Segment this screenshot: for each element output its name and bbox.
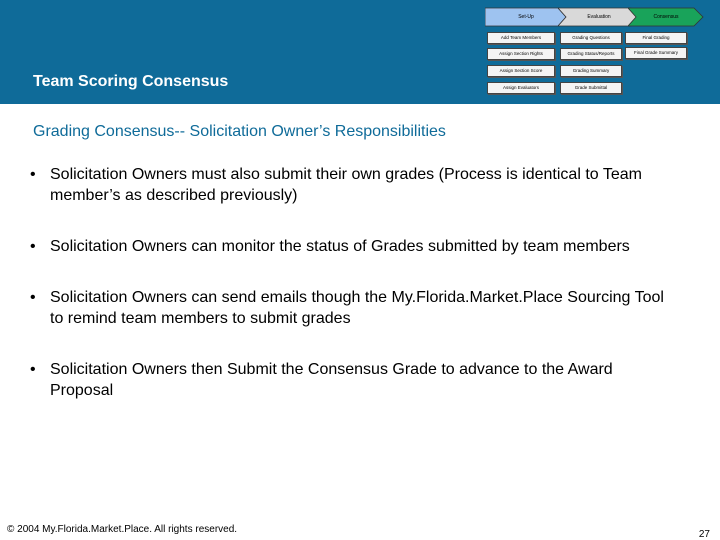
slide-subtitle: Grading Consensus-- Solicitation Owner’s Responsibilities: [33, 123, 446, 140]
step-assign-evaluators: Assign Evaluators: [487, 82, 555, 94]
slide-title: Team Scoring Consensus: [33, 73, 229, 90]
step-final-grading: Final Grading: [625, 32, 687, 44]
bullet-dot-icon: •: [30, 361, 36, 378]
bullet-item: [30, 359, 680, 401]
bullet-text: Solicitation Owners must also submit their own grades (Process is identical to Team member’s as described previously): [50, 166, 642, 204]
step-assign-section-rights: Assign Section Rights: [487, 48, 555, 60]
step-grading-questions: Grading Questions: [560, 32, 622, 44]
stage-setup-label: Set-Up: [518, 14, 534, 20]
bullet-list: [30, 164, 680, 401]
bullet-dot-icon: •: [30, 289, 36, 306]
header-band: [0, 0, 720, 104]
page-number: 27: [698, 529, 710, 540]
bullet-item: [30, 287, 680, 329]
copyright-footer: © 2004 My.Florida.Market.Place. All rights reserved.: [7, 524, 238, 535]
step-grading-summary: Grading Summary: [560, 65, 622, 77]
bullet-text: Solicitation Owners then Submit the Consensus Grade to advance to the Award Proposal: [50, 361, 613, 399]
step-grading-status-reports: Grading Status/Reports: [560, 48, 622, 60]
stage-consensus: [628, 7, 704, 27]
bullet-dot-icon: •: [30, 166, 36, 183]
bullet-text: Solicitation Owners can monitor the status of Grades submitted by team members: [50, 238, 630, 255]
bullet-item: [30, 236, 680, 257]
stage-consensus-label: Consensus: [653, 14, 679, 20]
step-assign-section-score: Assign Section Score: [487, 65, 555, 77]
bullet-text: Solicitation Owners can send emails though the My.Florida.Market.Place Sourcing Tool to remind team members to submit grades: [50, 289, 664, 327]
stage-evaluation-label: Evaluation: [587, 14, 611, 20]
stage-setup: [485, 7, 567, 27]
step-grade-submittal: Grade Submittal: [560, 82, 622, 94]
step-final-grade-summary: Final Grade Summary: [625, 47, 687, 59]
bullet-item: [30, 164, 680, 206]
step-add-team-members: Add Team Members: [487, 32, 555, 44]
bullet-dot-icon: •: [30, 238, 36, 255]
